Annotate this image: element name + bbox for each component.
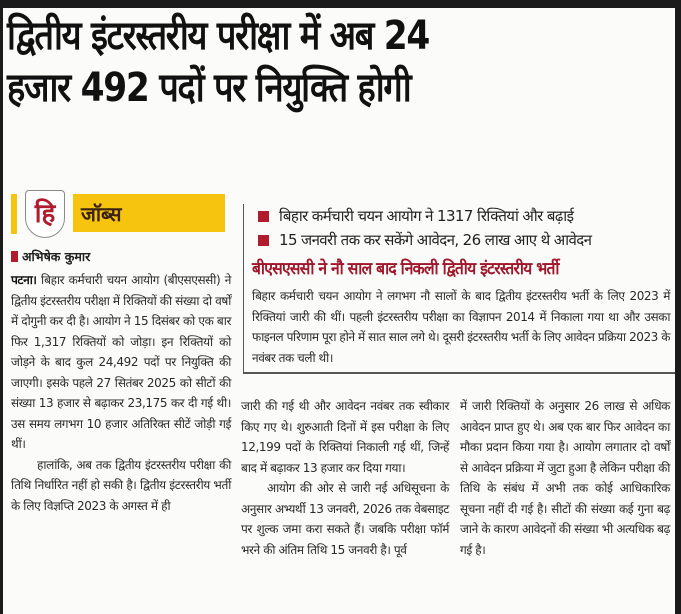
logo-glyph: हि <box>34 199 56 229</box>
headline-line-1: द्वितीय इंटरस्तरीय परीक्षा में अब 24 <box>7 13 430 59</box>
section-label-bar <box>73 194 225 232</box>
byline-square-icon <box>11 251 18 262</box>
article-column-left <box>11 270 231 516</box>
highlight-bullets <box>258 204 675 252</box>
brand-stripe <box>11 194 17 234</box>
article-paragraph: आयोग की ओर से जारी नई अधिसूचना के अनुसार अभ्यर्थी 13 जनवरी, 2026 तक वेबसाइट पर शुल्क जमा करा सकते हैं। जबकि परीक्षा फॉर्म भरने की अंतिम तिथि 15 जनवरी है। पूर्व <box>241 481 449 557</box>
article-paragraph: जारी की गई थी और आवेदन नवंबर तक स्वीकार किए गए थे। शुरुआती दिनों में इस परीक्षा के लिए 12,199 पदों के रिक्तियां निकाली गई थीं, जिन्हें बाद में बढ़ाकर 13 हजार कर दिया गया। <box>241 399 449 475</box>
highlight-bullet <box>258 204 675 228</box>
section-label: जॉब्स <box>81 201 122 226</box>
article-paragraph <box>11 270 231 455</box>
bullet-square-icon <box>258 235 269 246</box>
bullet-text: 15 जनवरी तक कर सकेंगे आवेदन, 26 लाख आए थे आवेदन <box>279 231 592 249</box>
highlight-box <box>243 204 675 374</box>
bullet-text: बिहार कर्मचारी चयन आयोग ने 1317 रिक्तियां और बढ़ाई <box>279 207 574 225</box>
article-paragraph: हालांकि, अब तक द्वितीय इंटरस्तरीय परीक्षा की तिथि निर्धारित नहीं हो सकी है। द्वितीय इंटरस्तरीय भर्ती के लिए विज्ञप्ति 2023 के अगस्त में ही <box>11 457 231 513</box>
box-subheading: बीएसएससी ने नौ साल बाद निकली द्वितीय इंटरस्तरीय भर्ती <box>252 259 559 279</box>
hindustan-logo-icon <box>25 190 65 238</box>
author-byline <box>11 248 90 265</box>
section-brand <box>11 190 219 232</box>
highlight-bullet <box>258 228 675 252</box>
paragraph-text: बिहार कर्मचारी चयन आयोग (बीएसएससी) ने द्वितीय इंटरस्तरीय परीक्षा में रिक्तियों की संख्या दो वर्षों में दोगुनी कर दी है। आयोग ने 15 दिसंबर को एक बार फिर 1,317 रिक्तियों को जोड़ा। इन रिक्तियों को जोड़ने के बाद कुल 24,492 पदों पर नियुक्ति की जाएगी। इसके पहले 27 सितंबर 2025 को सीटों की संख्या 13 हजार से बढ़ाकर 23,175 कर दी गई थी। उस समय लगभग 10 हजार अतिरिक्त सीटें जोड़ी गई थीं। <box>11 273 231 451</box>
article-column-middle <box>241 396 449 560</box>
headline <box>7 10 578 114</box>
article-paragraph: में जारी रिक्तियों के अनुसार 26 लाख से अधिक आवेदन प्राप्त हुए थे। अब एक बार फिर आवेदन का मौका प्रदान किया गया है। आयोग लगातार दो वर्षों से आवेदन प्रक्रिया में जुटा हुआ है लेकिन परीक्षा की तिथि के संबंध में अभी तक कोई आधिकारिक सूचना नहीं दी गई है। सीटों की संख्या कई गुना बढ़ जाने के कारण आवेदनों की संख्या भी अत्यधिक बढ़ गई है। <box>460 399 670 557</box>
bullet-square-icon <box>258 211 269 222</box>
newspaper-clipping <box>3 8 675 614</box>
box-body-text: बिहार कर्मचारी चयन आयोग ने लगभग नौ सालों के बाद द्वितीय इंटरस्तरीय भर्ती के लिए 2023 में रिक्तियां जारी की थीं। पहली इंटरस्तरीय परीक्षा का विज्ञापन 2014 में निकाला गया था और उसका फाइनल परिणाम पूरा होने में सात साल लगे थे। दूसरी इंटरस्तरीय भर्ती के लिए आवेदन प्रक्रिया 2023 के नवंबर तक चली थी। <box>252 289 670 365</box>
article-column-right <box>460 396 670 560</box>
headline-line-2: हजार 492 पदों पर नियुक्ति होगी <box>7 65 411 111</box>
dateline: पटना। <box>11 273 37 287</box>
author-name: अभिषेक कुमार <box>22 249 91 264</box>
